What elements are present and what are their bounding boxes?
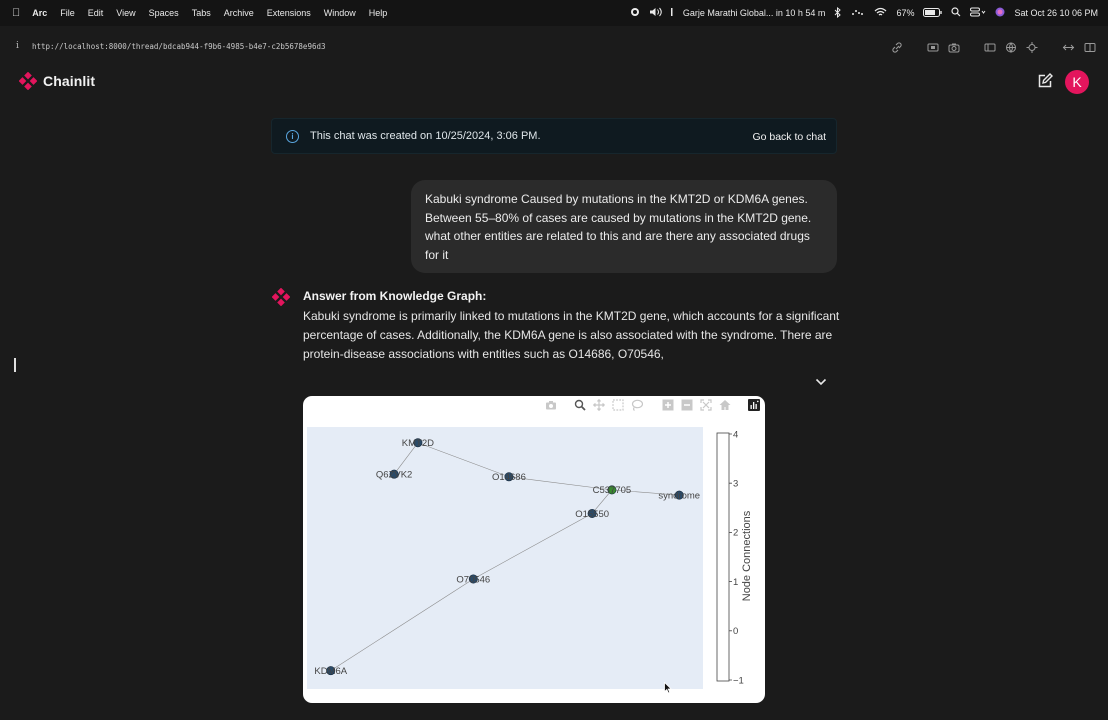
graph-edge-o15550-o70546 [473,513,592,579]
url-text[interactable]: http://localhost:8000/thread/bdcab944-f9b6-4985-b4e7-c2b5678e96d3 [32,41,326,51]
siri-icon[interactable] [995,7,1005,19]
split-view-icon[interactable] [1062,40,1075,58]
spotlight-search-icon[interactable] [951,7,961,19]
bluetooth-icon[interactable] [834,7,842,20]
menu-archive[interactable]: Archive [215,8,246,18]
colorbar-tick-label: 4 [733,429,739,441]
user-message: Kabuki syndrome Caused by mutations in the KMT2D or KDM6A genes. Between 55–80% of cases are caused by mutations in the KMT2D gene. what other entities are related to this and are there any associated drugs for it [411,180,837,273]
menu-tabs[interactable]: Tabs [183,8,203,18]
graph-node-label: C537705 [592,485,632,497]
graph-svg [303,396,765,703]
panel-icon[interactable] [1084,40,1096,58]
capture-icon[interactable] [927,40,939,58]
graph-node-label: O70546 [456,574,491,586]
menu-arc[interactable]: Arc [24,8,40,18]
knowledge-graph-plot[interactable] [303,396,765,703]
menu-edit[interactable]: Edit [79,8,96,18]
browser-url-bar [0,34,1108,58]
battery-icon[interactable] [923,8,942,19]
record-icon[interactable] [630,7,640,19]
dots-icon[interactable] [851,8,865,18]
menu-spaces[interactable]: Spaces [140,8,171,18]
control-center-icon[interactable] [970,7,986,19]
app-name: Chainlit [43,73,96,89]
sidebar-toggle-icon[interactable] [984,40,996,58]
banner-text: This chat was created on 10/25/2024, 3:06 PM. [310,130,541,142]
volume-icon[interactable] [649,7,662,19]
colorbar-tick-label: 1 [733,576,739,588]
menu-help[interactable]: Help [360,8,380,18]
colorbar-tick-label: −1 [733,675,744,687]
graph-node-label: Q6ZVK2 [375,469,413,481]
globe-icon[interactable] [1005,40,1017,58]
go-back-to-chat-button[interactable]: Go back to chat [752,131,826,143]
colorbar-tick-label: 3 [733,478,739,490]
chainlit-logo-icon [19,72,37,90]
colorbar-frame [717,433,729,681]
graph-node-label: KMT2D [401,438,434,450]
colorbar-title: Node Connections [741,510,753,602]
graph-node-label: O14686 [492,472,526,484]
now-playing-icon [671,7,674,19]
menubar-datetime[interactable]: Sat Oct 26 10 06 PM [1014,8,1098,18]
menu-file[interactable]: File [52,8,67,18]
menu-extensions[interactable]: Extensions [258,8,303,18]
graph-node-label: syndrome [658,490,701,502]
graph-edge-o70546-kdm6a [331,579,474,671]
extension-icon[interactable] [1026,40,1038,58]
browser-toolbar [891,40,1096,58]
text-cursor [14,358,16,372]
now-playing-text[interactable]: Garje Marathi Global... in 10 h 54 m [682,8,826,18]
colorbar-tick-label: 0 [733,626,739,638]
thread-info-banner [271,118,837,154]
assistant-avatar-icon [272,288,290,306]
camera-icon[interactable] [948,40,960,58]
assistant-answer-title: Answer from Knowledge Graph: [303,289,487,303]
chainlit-logo[interactable] [19,72,95,90]
battery-percent: 67% [896,8,915,18]
graph-node-label: O15550 [575,508,610,520]
new-chat-icon[interactable] [1037,73,1053,89]
menubar-right [630,0,1098,26]
menu-window[interactable]: Window [315,8,348,18]
mouse-pointer-icon [664,681,672,693]
apple-icon[interactable] [12,7,20,19]
expand-chevron-icon[interactable] [815,374,827,384]
menubar-left [0,7,400,19]
site-info-icon[interactable]: i [16,41,19,51]
macos-menubar [0,0,1108,26]
menu-view[interactable]: View [108,8,128,18]
wifi-icon[interactable] [874,7,887,19]
info-icon: i [286,130,299,143]
graph-node-label: KDM6A [314,665,348,677]
colorbar-tick-label: 2 [733,527,739,539]
link-icon[interactable] [891,40,903,58]
assistant-answer-text: Kabuki syndrome is primarily linked to mutations in the KMT2D gene, which accounts for a significant percentage of cases. Additionally, the KDM6A gene is also associated with the syndrome. There are protein-disease associations with entities such as O14686, O70546, [303,309,840,361]
user-avatar[interactable]: K [1065,70,1089,94]
